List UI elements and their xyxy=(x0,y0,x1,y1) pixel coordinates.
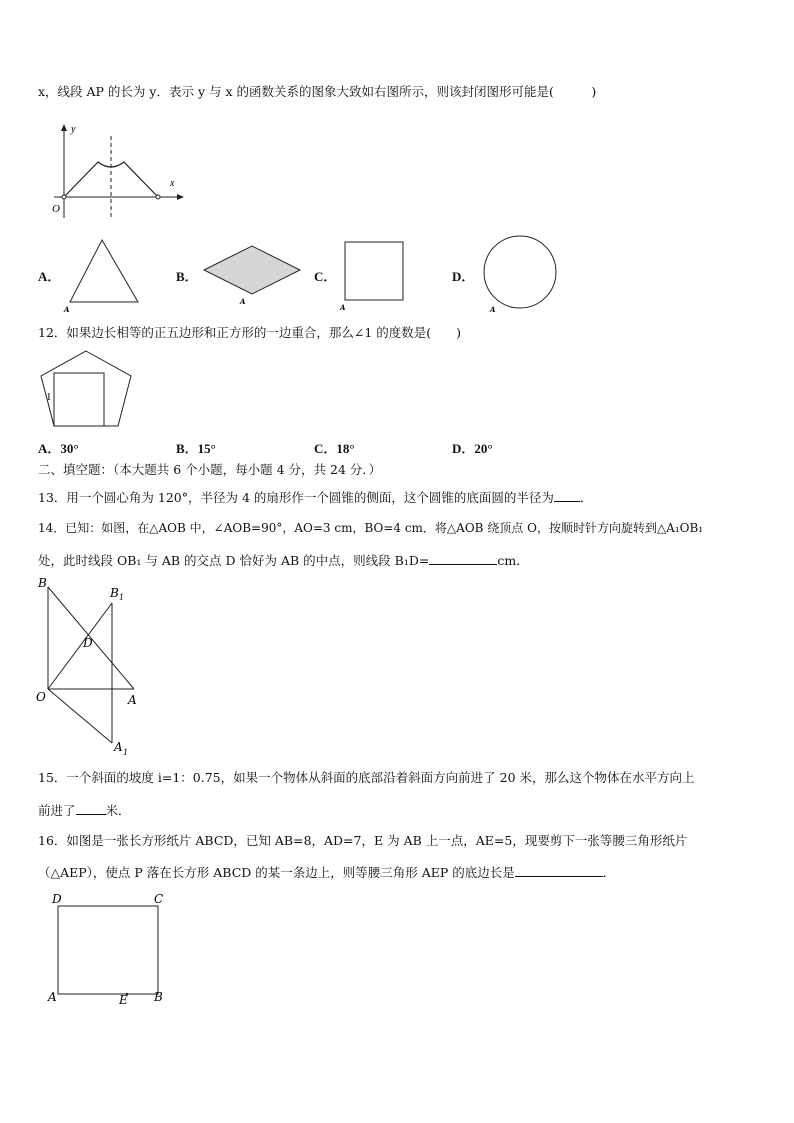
q11-option-c-square xyxy=(336,236,410,314)
q16-rectangle-figure xyxy=(44,890,174,1008)
q15-line2 xyxy=(38,802,131,819)
label-b: B xyxy=(154,990,163,1004)
q14-end: cm． xyxy=(497,553,529,568)
label-o: O xyxy=(36,690,46,704)
q11-text: x，线段 AP 的长为 y．表示 y 与 x 的函数关系的图象大致如右图所示，则该封闭图形可能是( ) xyxy=(38,84,597,99)
label-c: C xyxy=(154,892,164,906)
q11-option-b-label: B． xyxy=(176,269,198,284)
q12-pentagon-square-figure xyxy=(36,346,140,432)
label-b: B xyxy=(38,576,47,590)
q11-option-a-label: A． xyxy=(38,269,61,284)
q14-line2 xyxy=(38,552,529,569)
q15-line1: 15．一个斜面的坡度 i=1：0.75，如果一个物体从斜面的底部沿着斜面方向前进了 20 米，那么这个物体在水平方向上 xyxy=(38,770,695,785)
q15-answer-blank[interactable] xyxy=(76,802,106,815)
vertex-label: A xyxy=(340,303,346,312)
graph-origin-label: O xyxy=(52,203,60,215)
q11-function-graph xyxy=(46,120,186,220)
q11-option-d-circle xyxy=(478,230,564,316)
label-a: A xyxy=(128,693,137,707)
q11-option-d-label: D． xyxy=(452,269,475,284)
q12-option-a: A．30° xyxy=(38,441,79,456)
vertex-label: A xyxy=(64,305,70,314)
label-b1: B xyxy=(110,586,119,600)
q14-answer-blank[interactable] xyxy=(429,552,497,565)
q11-option-c-label: C． xyxy=(314,269,337,284)
q13-text xyxy=(38,489,592,506)
label-b1-sub: 1 xyxy=(119,593,125,602)
q16-line1: 16．如图是一张长方形纸片 ABCD，已知 AB=8，AD=7，E 为 AB 上一点，AE=5，现要剪下一张等腰三角形纸片 xyxy=(38,833,688,848)
q11-option-a-triangle xyxy=(62,236,148,316)
section-heading: 二、填空题：（本大题共 6 个小题，每小题 4 分，共 24 分．） xyxy=(38,462,382,477)
vertex-label: A xyxy=(240,297,246,306)
q14-rotation-figure xyxy=(34,575,144,760)
q11-option-b-rhombus xyxy=(200,238,304,308)
q14-stem: 处，此时线段 OB₁ 与 AB 的交点 D 恰好为 AB 的中点，则线段 B₁D= xyxy=(38,553,430,568)
q13-answer-blank[interactable] xyxy=(554,489,580,502)
label-d: D xyxy=(52,892,62,906)
q14-line1: 14．已知：如图，在△AOB 中，∠AOB=90°，AO=3 cm，BO=4 cm．将△AOB 绕顶点 O，按顺时针方向旋转到△A₁OB₁ xyxy=(38,521,704,535)
q16-answer-blank[interactable] xyxy=(515,864,603,877)
q12-text: 12．如果边长相等的正五边形和正方形的一边重合，那么∠1 的度数是( ) xyxy=(38,325,462,340)
label-d: D xyxy=(83,636,93,650)
q15-stem: 前进了 xyxy=(38,803,76,818)
graph-x-label: x xyxy=(170,178,175,189)
q13-end: ． xyxy=(579,490,593,505)
q13-stem: 13．用一个圆心角为 120°，半径为 4 的扇形作一个圆锥的侧面，这个圆锥的底面圆的半径为 xyxy=(38,490,554,505)
q16-line2 xyxy=(38,864,615,881)
q16-end: ． xyxy=(602,865,616,880)
q12-option-c: C．18° xyxy=(314,441,355,456)
label-e: E xyxy=(119,993,128,1007)
q12-option-d: D．20° xyxy=(452,441,493,456)
label-a1-sub: 1 xyxy=(123,748,129,757)
q16-stem: （△AEP），使点 P 落在长方形 ABCD 的某一条边上，则等腰三角形 AEP 的底边长是 xyxy=(38,865,515,880)
graph-y-label: y xyxy=(71,124,76,135)
angle-1-label: 1 xyxy=(46,391,52,403)
label-a: A xyxy=(48,990,57,1004)
label-a1: A xyxy=(114,740,123,754)
vertex-label: A xyxy=(490,305,496,314)
q12-option-b: B．15° xyxy=(176,441,216,456)
q15-end: 米． xyxy=(105,803,131,818)
